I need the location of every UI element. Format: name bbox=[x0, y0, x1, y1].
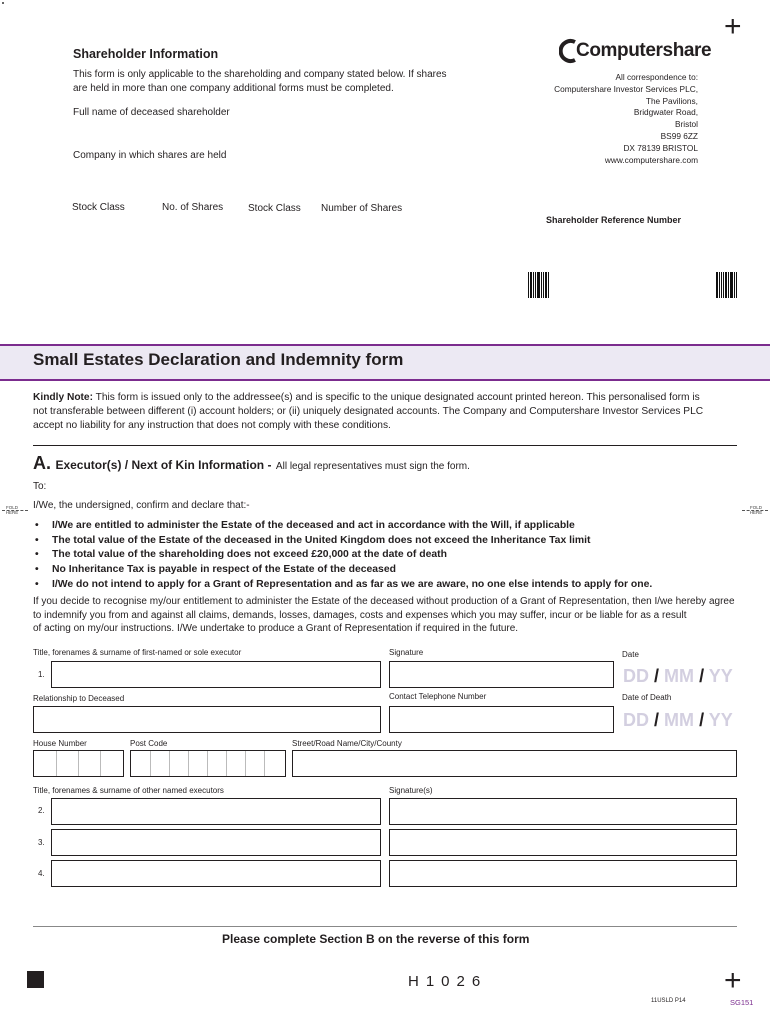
barcode-bar bbox=[736, 272, 737, 298]
registration-square bbox=[27, 971, 44, 988]
address-line: Bristol bbox=[674, 119, 698, 130]
section-divider bbox=[33, 445, 737, 446]
registration-mark-top: + bbox=[724, 10, 742, 43]
signatures-label: Signature(s) bbox=[389, 786, 433, 795]
print-code: 11USLD P14 bbox=[651, 998, 686, 1004]
indemnity-line-2: to indemnify you from and against all claims, demands, losses, damages, costs and expenses which you may suffer, incur or be liable for as a result bbox=[33, 609, 687, 621]
executor-3-name-field[interactable] bbox=[51, 829, 381, 856]
first-executor-label: Title, forenames & surname of first-named or sole executor bbox=[33, 648, 242, 657]
note-label: Kindly Note: bbox=[33, 392, 93, 403]
declaration-list bbox=[33, 519, 652, 593]
form-code: H1026 bbox=[408, 973, 488, 990]
executor-4-signature-field[interactable] bbox=[389, 860, 737, 887]
address-line: Bridgwater Road, bbox=[633, 107, 698, 118]
section-title: Executor(s) / Next of Kin Information - bbox=[55, 458, 272, 472]
barcode-bar bbox=[548, 272, 549, 298]
date-sep: / bbox=[654, 666, 660, 686]
relationship-label: Relationship to Deceased bbox=[33, 694, 125, 703]
contact-phone-label: Contact Telephone Number bbox=[389, 692, 487, 701]
indemnity-line-1: If you decide to recognise my/our entitlement to administer the Estate of the deceased without production of a Grant of Representation, then I/we hereby agree bbox=[33, 596, 735, 607]
barcode-bar bbox=[528, 272, 529, 298]
footer-note: Please complete Section B on the reverse of this form bbox=[222, 932, 530, 946]
declaration-item: • No Inheritance Tax is payable in respect of the Estate of the deceased bbox=[33, 563, 652, 578]
executor-3-signature-field[interactable] bbox=[389, 829, 737, 856]
address-line: The Pavilions, bbox=[645, 95, 698, 106]
fold-mark-right: FOLD HERE bbox=[749, 505, 763, 515]
executor-2-name-field[interactable] bbox=[51, 798, 381, 825]
barcode-bar bbox=[728, 272, 729, 298]
relationship-field[interactable] bbox=[33, 706, 381, 733]
address-line: DX 78139 BRISTOL bbox=[623, 142, 698, 153]
logo-text: Computershare bbox=[576, 40, 712, 61]
date-field[interactable] bbox=[623, 666, 733, 687]
section-subtitle: All legal representatives must sign the form. bbox=[275, 461, 470, 472]
post-code-field[interactable] bbox=[130, 750, 286, 777]
date-yy: YY bbox=[708, 710, 733, 730]
to-label: To: bbox=[33, 481, 47, 492]
note-line-1: This form is issued only to the addressee(s) and is specific to the unique designated account printed hereon. This personalised form is bbox=[93, 392, 700, 403]
note-line-3: accept no liability for any instruction that does not comply with these conditions. bbox=[33, 420, 391, 431]
street-label: Street/Road Name/City/County bbox=[292, 739, 402, 748]
corner-dot bbox=[2, 2, 4, 4]
address-line: www.computershare.com bbox=[604, 154, 698, 165]
contact-phone-field[interactable] bbox=[389, 706, 614, 733]
footer-divider bbox=[33, 926, 737, 927]
row-number-3: 3. bbox=[38, 838, 45, 847]
date-mm: MM bbox=[664, 710, 695, 730]
signature-field[interactable] bbox=[389, 661, 614, 688]
indemnity-text bbox=[33, 595, 735, 636]
indemnity-line-3: of acting on my/our instructions. I/We undertake to produce a Grant of Representation if required in the future. bbox=[33, 623, 519, 634]
declaration-item: • The total value of the Estate of the deceased in the United Kingdom does not exceed the Inheritance Tax limit bbox=[33, 534, 652, 549]
date-of-death-label: Date of Death bbox=[622, 693, 672, 702]
company-label: Company in which shares are held bbox=[73, 150, 227, 161]
deceased-name-label: Full name of deceased shareholder bbox=[73, 107, 230, 118]
street-field[interactable] bbox=[292, 750, 737, 777]
fold-line-right bbox=[742, 510, 768, 511]
date-sep: / bbox=[654, 710, 660, 730]
post-code-label: Post Code bbox=[130, 739, 168, 748]
declaration-item: • The total value of the shareholding does not exceed £20,000 at the date of death bbox=[33, 548, 652, 563]
shareholder-reference-label: Shareholder Reference Number bbox=[546, 215, 682, 225]
address-line: Computershare Investor Services PLC, bbox=[554, 83, 698, 94]
row-number-1: 1. bbox=[38, 670, 45, 679]
date-mm: MM bbox=[664, 666, 695, 686]
stock-class-label-2: Stock Class bbox=[248, 203, 301, 214]
section-a-heading bbox=[33, 453, 470, 474]
barcode-bar bbox=[545, 272, 547, 298]
barcode-bar bbox=[537, 272, 540, 298]
correspondence-address bbox=[520, 72, 698, 166]
barcode-bar bbox=[535, 272, 536, 298]
date-sep: / bbox=[699, 710, 705, 730]
barcode-left bbox=[528, 272, 550, 298]
registration-mark-bottom: + bbox=[724, 964, 742, 997]
stock-class-label-1: Stock Class bbox=[72, 202, 125, 213]
date-of-death-field[interactable] bbox=[623, 710, 733, 731]
other-executors-label: Title, forenames & surname of other named executors bbox=[33, 786, 224, 795]
barcode-bar bbox=[541, 272, 542, 298]
no-of-shares-label: No. of Shares bbox=[162, 202, 224, 213]
barcode-right bbox=[716, 272, 738, 298]
address-line: BS99 6ZZ bbox=[660, 130, 698, 141]
number-of-shares-label: Number of Shares bbox=[321, 203, 403, 214]
declaration-item: • I/We do not intend to apply for a Grant of Representation and as far as we are aware, no one else intends to apply for one. bbox=[33, 578, 652, 593]
house-number-label: House Number bbox=[33, 739, 87, 748]
barcode-bar bbox=[723, 272, 724, 298]
intro-line-1: This form is only applicable to the shareholding and company stated below. If shares bbox=[73, 69, 447, 80]
house-number-field[interactable] bbox=[33, 750, 124, 777]
date-yy: YY bbox=[708, 666, 733, 686]
date-sep: / bbox=[699, 666, 705, 686]
row-number-2: 2. bbox=[38, 806, 45, 815]
note-line-2: not transferable between different (i) account holders; or (ii) uniquely designated accounts. The Company and Computershare Investor Services PLC bbox=[33, 406, 704, 417]
row-number-4: 4. bbox=[38, 869, 45, 878]
barcode-bar bbox=[734, 272, 735, 298]
kindly-note bbox=[33, 391, 739, 433]
barcode-bar bbox=[719, 272, 720, 298]
declaration-item: • I/We are entitled to administer the Estate of the deceased and act in accordance with the Will, if applicable bbox=[33, 519, 652, 534]
section-letter: A. bbox=[33, 453, 51, 473]
barcode-bar bbox=[533, 272, 534, 298]
signature-label: Signature bbox=[389, 648, 424, 657]
date-label: Date bbox=[622, 650, 639, 659]
barcode-bar bbox=[721, 272, 722, 298]
sg-code: SG151 bbox=[730, 998, 754, 1007]
barcode-bar bbox=[530, 272, 532, 298]
first-executor-name-field[interactable] bbox=[51, 661, 381, 688]
barcode-bar bbox=[716, 272, 718, 298]
declare-line: I/We, the undersigned, confirm and declare that:- bbox=[33, 500, 250, 511]
barcode-bar bbox=[725, 272, 727, 298]
executor-4-name-field[interactable] bbox=[51, 860, 381, 887]
fold-line-left bbox=[2, 510, 28, 511]
executor-2-signature-field[interactable] bbox=[389, 798, 737, 825]
fold-mark-left: FOLD HERE bbox=[5, 505, 19, 515]
date-dd: DD bbox=[623, 710, 649, 730]
address-line: All correspondence to: bbox=[615, 72, 698, 82]
computershare-logo bbox=[559, 36, 711, 66]
form-title: Small Estates Declaration and Indemnity form bbox=[33, 350, 404, 369]
date-dd: DD bbox=[623, 666, 649, 686]
barcode-bar bbox=[543, 272, 544, 298]
shareholder-info-title: Shareholder Information bbox=[73, 47, 219, 61]
barcode-bar bbox=[730, 272, 733, 298]
intro-line-2: are held in more than one company additional forms must be completed. bbox=[73, 83, 394, 94]
